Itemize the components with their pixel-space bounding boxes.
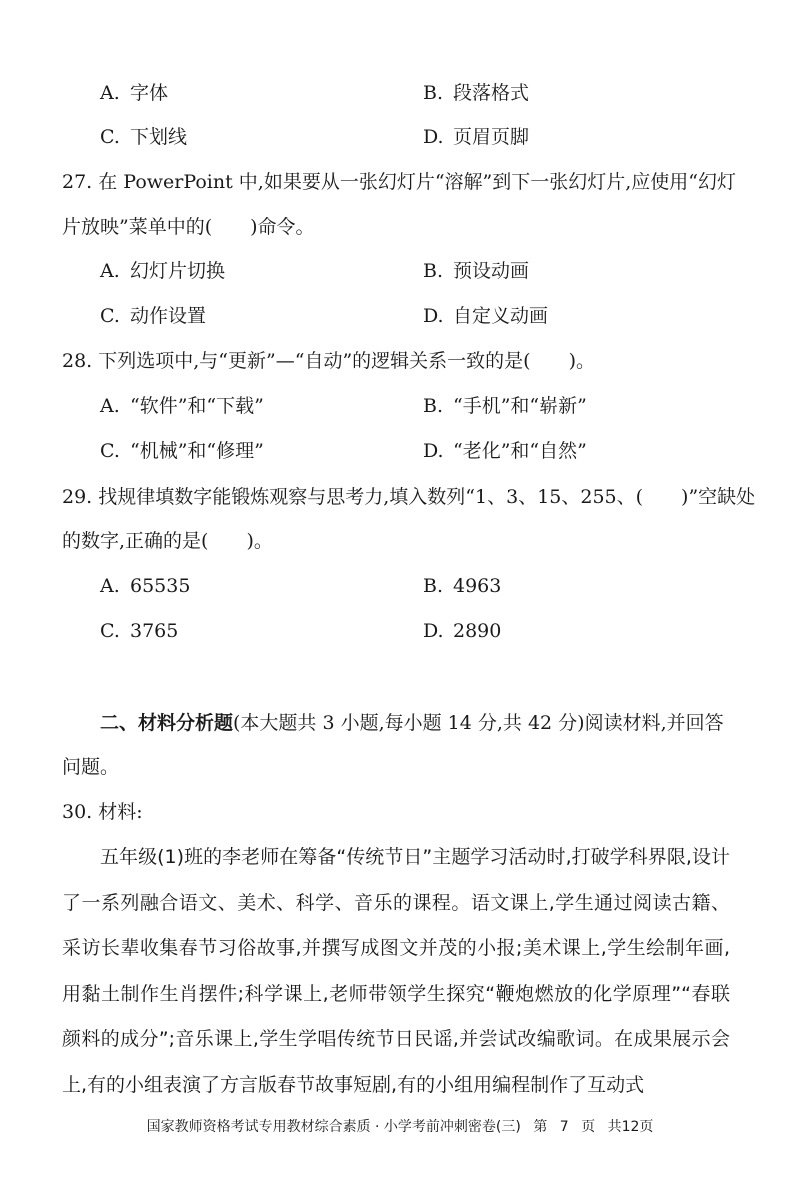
q27-stem-line-2: 片放映”菜单中的( )命令。 bbox=[62, 216, 315, 238]
q29-stem-text-1: 找规律填数字能锻炼观察与思考力,填入数列“1、3、15、255、( )”空缺处 bbox=[98, 486, 756, 508]
q27-stem-text-1: 在 PowerPoint 中,如果要从一张幻灯片“溶解”到下一张幻灯片,应使用“幻灯 bbox=[98, 171, 737, 193]
q29-options-row-1 bbox=[0, 574, 800, 598]
q28-option-c: C. “机械”和“修理” bbox=[100, 440, 264, 462]
page-footer bbox=[0, 1117, 800, 1137]
q26-option-c: C. 下划线 bbox=[100, 126, 188, 148]
q29-stem-line-1 bbox=[62, 485, 755, 509]
q28-option-d: D. “老化”和“自然” bbox=[423, 440, 587, 462]
q26-options-row-1 bbox=[0, 81, 800, 105]
q28-options-row-2 bbox=[0, 439, 800, 463]
q27-option-d: D. 自定义动画 bbox=[423, 305, 549, 327]
q30-header bbox=[62, 800, 143, 824]
q28-stem-text-1: 下列选项中,与“更新”—“自动”的逻辑关系一致的是( )。 bbox=[98, 350, 595, 372]
footer-page-label: 第 bbox=[533, 1119, 548, 1135]
q29-option-b: B. 4963 bbox=[423, 575, 502, 597]
q27-options-row-2 bbox=[0, 304, 800, 328]
q26-option-b: B. 段落格式 bbox=[423, 82, 530, 104]
q27-option-a: A. 幻灯片切换 bbox=[100, 260, 226, 282]
section-2-title: 二、材料分析题 bbox=[100, 712, 234, 734]
q26-options-row-2 bbox=[0, 125, 800, 149]
footer-page-number: 7 bbox=[559, 1119, 569, 1135]
q29-option-d: D. 2890 bbox=[423, 620, 502, 642]
q27-options-row-1 bbox=[0, 259, 800, 283]
q27-option-c: C. 动作设置 bbox=[100, 305, 207, 327]
footer-total-pages: 共12页 bbox=[607, 1119, 654, 1135]
section-2-description-cont: 问题。 bbox=[62, 756, 120, 778]
q27-option-b: B. 预设动画 bbox=[423, 260, 530, 282]
q28-stem-line-1 bbox=[62, 349, 595, 373]
q28-option-b: B. “手机”和“崭新” bbox=[423, 395, 587, 417]
q28-option-a: A. “软件”和“下载” bbox=[100, 395, 264, 417]
q30-material-paragraph: 五年级(1)班的李老师在筹备“传统节日”主题学习活动时,打破学科界限,设计了一系列融合语文、美术、科学、音乐的课程。语文课上,学生通过阅读古籍、采访长辈收集春节习俗故事,并撰写成图文并茂的小报;美术课上,学生绘制年画,用黏土制作生肖摆件;科学课上,老师带领学生探究“鞭炮燃放的化学原理”“春联颜料的成分”;音乐课上,学生学唱传统节日民谣,并尝试改编歌词。在成果展示会上,有的小组表演了方言版春节故事短剧,有的小组用编程制作了互动式 bbox=[62, 846, 730, 1096]
q26-option-a: A. 字体 bbox=[100, 82, 169, 104]
q29-option-a: A. 65535 bbox=[100, 575, 191, 597]
footer-book-title: 国家教师资格考试专用教材综合素质 · 小学考前冲刺密卷(三) bbox=[146, 1119, 521, 1135]
q28-options-row-1 bbox=[0, 394, 800, 418]
section-2-heading bbox=[100, 711, 724, 735]
q26-option-d: D. 页眉页脚 bbox=[423, 126, 530, 148]
q29-option-c: C. 3765 bbox=[100, 620, 179, 642]
q27-number: 27. bbox=[62, 171, 93, 193]
q29-options-row-2 bbox=[0, 619, 800, 643]
q29-number: 29. bbox=[62, 486, 93, 508]
q27-stem-line-1 bbox=[62, 170, 736, 194]
q30-material-label: 材料: bbox=[98, 801, 143, 823]
q29-stem-line-2: 的数字,正确的是( )。 bbox=[62, 530, 273, 552]
q28-number: 28. bbox=[62, 350, 93, 372]
section-2-description: (本大题共 3 小题,每小题 14 分,共 42 分)阅读材料,并回答 bbox=[233, 712, 724, 734]
q30-number: 30. bbox=[62, 801, 93, 823]
footer-page-unit: 页 bbox=[581, 1119, 596, 1135]
